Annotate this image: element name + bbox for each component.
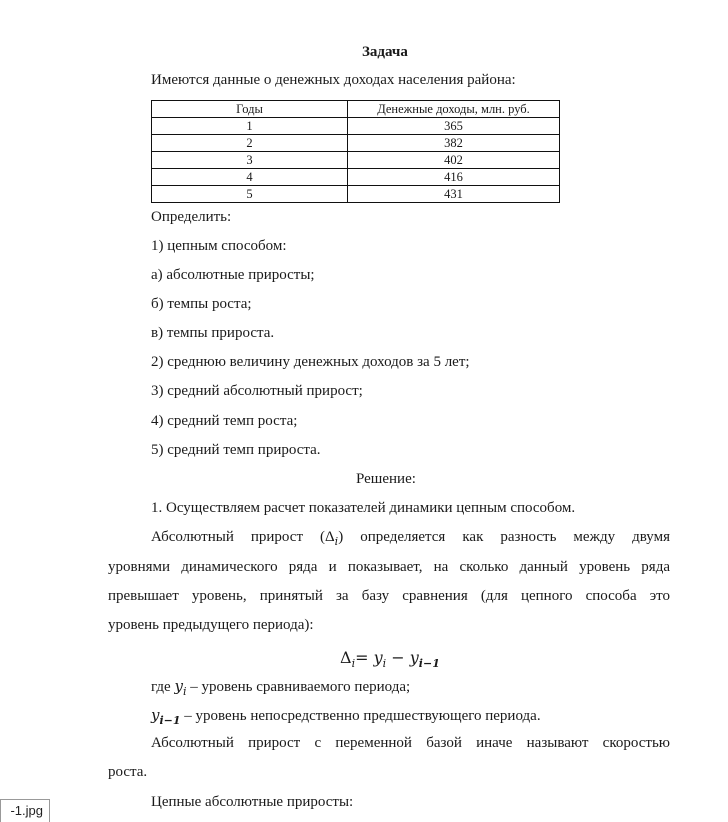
document-title: Задача bbox=[362, 44, 408, 60]
paragraph-line: превышает уровень, принятый за базу сравнения (для цепного способа это bbox=[108, 588, 670, 604]
table-cell: 416 bbox=[348, 169, 560, 186]
paragraph-line: уровень предыдущего периода): bbox=[108, 617, 314, 633]
where-line: $y_{i-1}$ – уровень непосредственно предшествующего периода. bbox=[151, 706, 541, 727]
table-cell: 431 bbox=[348, 186, 560, 203]
task-line: в) темпы прироста. bbox=[151, 325, 275, 341]
file-tab[interactable]: -1.jpg bbox=[0, 799, 50, 822]
table-cell: 2 bbox=[152, 135, 348, 152]
table-header-years: Годы bbox=[152, 101, 348, 118]
table-row bbox=[152, 169, 560, 186]
table-header-income: Денежные доходы, млн. руб. bbox=[348, 101, 560, 118]
table-cell: 365 bbox=[348, 118, 560, 135]
table-row bbox=[152, 186, 560, 203]
task-line: 4) средний темп роста; bbox=[151, 413, 298, 429]
income-table bbox=[151, 100, 560, 203]
table-row bbox=[152, 135, 560, 152]
task-line: а) абсолютные приросты; bbox=[151, 267, 315, 283]
task-line: 2) среднюю величину денежных доходов за 5 лет; bbox=[151, 354, 470, 370]
paragraph-line: Абсолютный прирост с переменной базой иначе называют скоростью bbox=[151, 735, 670, 751]
intro-text: Имеются данные о денежных доходах населения района: bbox=[151, 72, 516, 88]
formula: $\Delta_i= y_i - y_{i-1}$ bbox=[340, 648, 440, 671]
task-line: 1) цепным способом: bbox=[151, 238, 287, 254]
table-cell: 3 bbox=[152, 152, 348, 169]
task-line: Определить: bbox=[151, 209, 232, 225]
table-cell: 402 bbox=[348, 152, 560, 169]
table-header-row bbox=[152, 101, 560, 118]
task-line: б) темпы роста; bbox=[151, 296, 252, 312]
table-cell: 1 bbox=[152, 118, 348, 135]
chain-heading: Цепные абсолютные приросты: bbox=[151, 794, 354, 810]
solution-step-1: 1. Осуществляем расчет показателей динамики цепным способом. bbox=[151, 500, 576, 516]
task-line: 5) средний темп прироста. bbox=[151, 442, 321, 458]
table-row bbox=[152, 118, 560, 135]
paragraph-line: Абсолютный прирост $(\Delta_i)$ определяется как разность между двумя bbox=[151, 529, 670, 548]
solution-heading: Решение: bbox=[356, 471, 416, 487]
table-cell: 382 bbox=[348, 135, 560, 152]
table-row bbox=[152, 152, 560, 169]
table-cell: 4 bbox=[152, 169, 348, 186]
table-cell: 5 bbox=[152, 186, 348, 203]
paragraph-line: уровнями динамического ряда и показывает, на сколько данный уровень ряда bbox=[108, 559, 670, 575]
where-line: где $y_i$ – уровень сравниваемого периода; bbox=[151, 677, 411, 698]
task-line: 3) средний абсолютный прирост; bbox=[151, 383, 363, 399]
paragraph-line: роста. bbox=[108, 764, 148, 780]
